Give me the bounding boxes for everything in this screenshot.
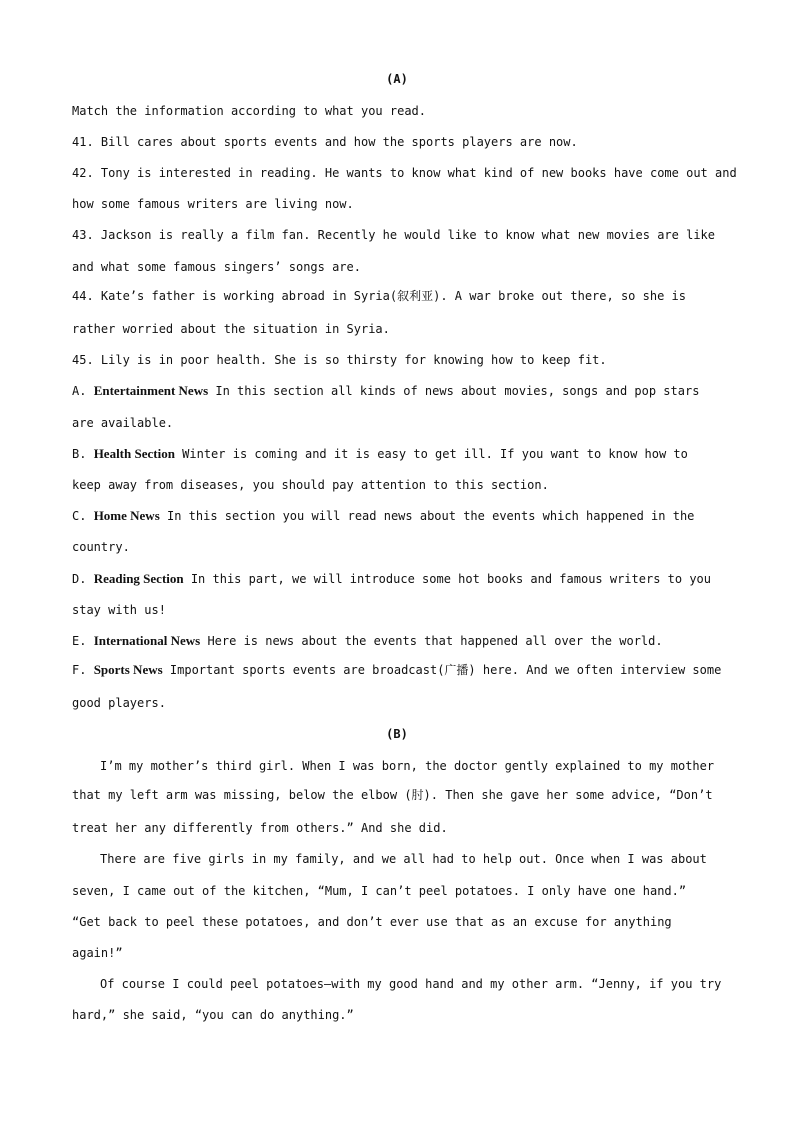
- option-f-line-1: [72, 662, 722, 678]
- option-f-line-2: good players.: [72, 696, 166, 710]
- option-b-letter: B.: [72, 447, 87, 461]
- question-44-line-1: 44. Kate’s father is working abroad in Syria(叙利亚). A war broke out there, so she is: [72, 289, 686, 303]
- passage-p1-line-2: that my left arm was missing, below the elbow (肘). Then she gave her some advice, “Don’t: [72, 788, 713, 802]
- section-a-heading: (A): [386, 72, 408, 86]
- option-d-letter: D.: [72, 572, 87, 586]
- option-c-line-2: country.: [72, 540, 130, 554]
- question-43-line-2: and what some famous singers’ songs are.: [72, 260, 361, 274]
- option-f-text: Important sports events are broadcast(广播) here. And we often interview some: [162, 663, 722, 677]
- question-42-line-1: 42. Tony is interested in reading. He wants to know what kind of new books have come out and: [72, 166, 737, 180]
- passage-p1-line-3: treat her any differently from others.” And she did.: [72, 821, 448, 835]
- option-b-title: Health Section: [93, 446, 175, 461]
- passage-p3-line-1: “Get back to peel these potatoes, and don’t ever use that as an excuse for anything: [72, 915, 672, 929]
- option-a-title: Entertainment News: [93, 383, 209, 398]
- option-e-title: International News: [93, 633, 201, 648]
- option-f-title: Sports News: [93, 662, 163, 677]
- option-c-letter: C.: [72, 509, 87, 523]
- option-a-line-2: are available.: [72, 416, 174, 430]
- question-42-line-2: how some famous writers are living now.: [72, 197, 354, 211]
- passage-p1-line-1: I’m my mother’s third girl. When I was born, the doctor gently explained to my mother: [100, 759, 715, 773]
- option-d-line-1: [72, 571, 722, 587]
- option-f-letter: F.: [72, 663, 87, 677]
- option-d-text: In this part, we will introduce some hot books and famous writers to you: [183, 572, 712, 586]
- option-b-line-2: keep away from diseases, you should pay attention to this section.: [72, 478, 549, 492]
- passage-p2-line-2: seven, I came out of the kitchen, “Mum, I can’t peel potatoes. I only have one hand.”: [72, 884, 687, 898]
- option-a-text: In this section all kinds of news about movies, songs and pop stars: [208, 384, 700, 398]
- option-d-title: Reading Section: [93, 571, 184, 586]
- option-d-line-2: stay with us!: [72, 603, 166, 617]
- option-b-text: Winter is coming and it is easy to get ill. If you want to know how to: [174, 447, 688, 461]
- option-c-text: In this section you will read news about the events which happened in the: [159, 509, 695, 523]
- question-45: 45. Lily is in poor health. She is so thirsty for knowing how to keep fit.: [72, 353, 607, 367]
- option-e-text: Here is news about the events that happened all over the world.: [200, 634, 663, 648]
- option-b-line-1: [72, 446, 722, 462]
- instruction-text: Match the information according to what you read.: [72, 104, 427, 118]
- option-a-letter: A.: [72, 384, 87, 398]
- option-c-title: Home News: [93, 508, 160, 523]
- passage-p4-line-2: hard,” she said, “you can do anything.”: [72, 1008, 354, 1022]
- option-c-line-1: [72, 508, 722, 524]
- option-e-letter: E.: [72, 634, 87, 648]
- question-41: 41. Bill cares about sports events and how the sports players are now.: [72, 135, 578, 149]
- passage-p4-line-1: Of course I could peel potatoes—with my good hand and my other arm. “Jenny, if you try: [100, 977, 722, 991]
- option-e-line-1: [72, 633, 722, 649]
- section-b-heading: (B): [386, 727, 408, 741]
- option-a-line-1: [72, 383, 722, 399]
- passage-p2-line-1: There are five girls in my family, and we all had to help out. Once when I was about: [100, 852, 707, 866]
- question-43-line-1: 43. Jackson is really a film fan. Recently he would like to know what new movies are like: [72, 228, 715, 242]
- passage-p3-line-2: again!”: [72, 946, 123, 960]
- question-44-line-2: rather worried about the situation in Syria.: [72, 322, 390, 336]
